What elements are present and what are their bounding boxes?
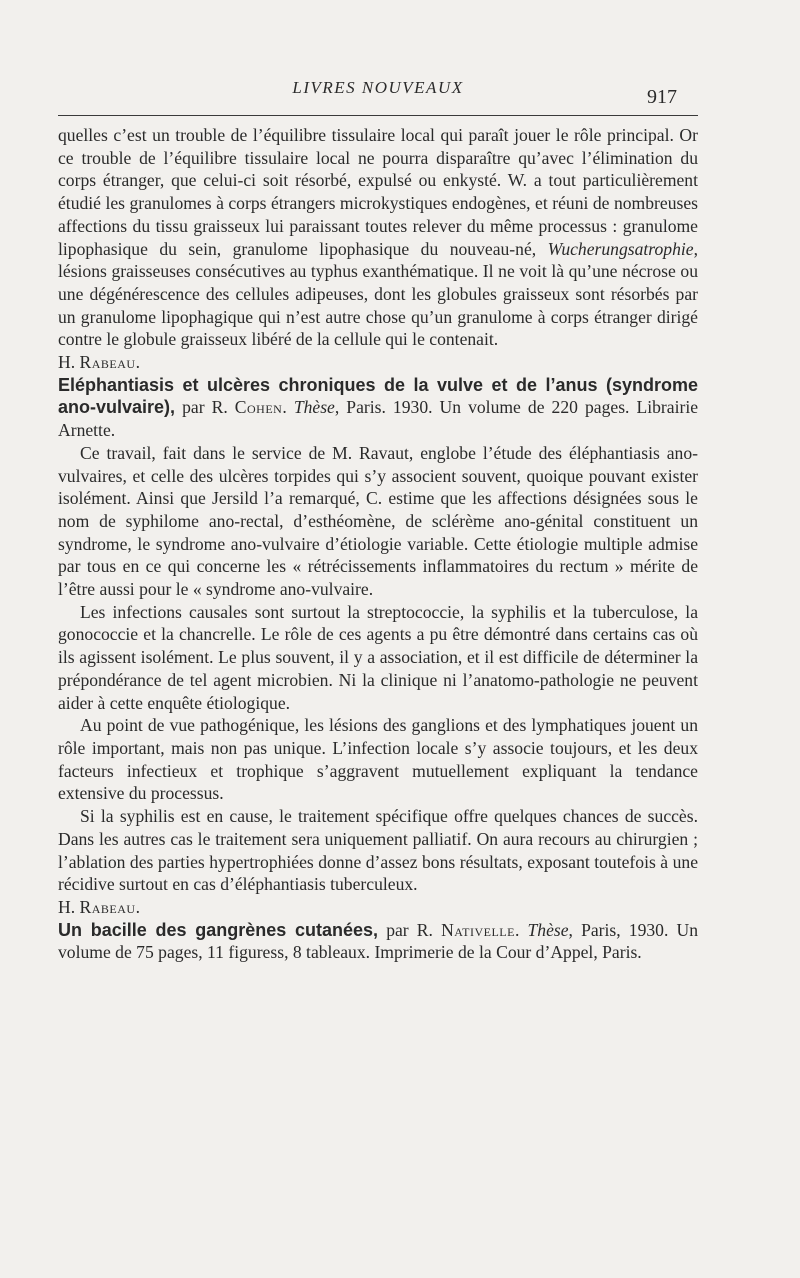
- entry-title: Un bacille des gangrènes cutanées,: [58, 919, 379, 940]
- review-paragraph: Au point de vue pathogénique, les lésions des ganglions et des lymphatiques jouent un rôle important, mais non pas unique. L’infection locale s’y associe toujours, et les deux facteurs infectieux et trophique s’aggravent mutuellement expliquant la tendance extensive du processus.: [58, 715, 698, 804]
- signature: H. Rabeau.: [58, 352, 141, 373]
- italic-term: Wucherungsatrophie: [547, 238, 694, 259]
- page-body: [58, 124, 698, 964]
- review-paragraph: Si la syphilis est en cause, le traitement spécifique offre quelques chances de succès. Dans les autres cas le traitement sera uniquement palliatif. On aura recours au chirurgien ; l’ablation des parties hypertrophiées donne d’assez bons résultats, exposant toutefois à une récidive surtout en cas d’éléphantiasis tuberculeux.: [58, 806, 698, 895]
- review-paragraph: Les infections causales sont surtout la streptococcie, la syphilis et la tuberculose, la gonococcie et la chancrelle. Le rôle de ces agents a pu être démontré dans certains cas où ils agissent isolément. Le plus souvent, il y a association, et il est difficile de déterminer la prépondérance de tel agent microbien. Ni la clinique ni l’anatomo-pathologie ne peuvent aider à cette enquête étiologique.: [58, 601, 698, 713]
- continued-paragraph: quelles c’est un trouble de l’équilibre tissulaire local qui paraît jouer le rôle principal. Or ce trouble de l’équilibre tissulaire local ne pourra disparaître qu’avec l’élimination du corps étranger, que celui-ci soit résorbé, expulsé ou enkysté. W. a tout particulièrement étudié les granulomes à corps étrangers microkystiques endogènes, et réuni de nombreuses affections du tissu graisseux lui paraissant toutes relever du même processus : granulome lipophasique du sein, granulome lipophasique du nouveau-né, Wucherungsatrophie, lésions graisseuses consécutives au typhus exanthématique. Il ne voit là qu’une nécrose ou une dégénérescence des cellules adipeuses, dont les globules graisseux sont résorbés par un granulome lipophagique qui n’est autre chose qu’un granulome à corps étranger dirigé contre le globule graisseux libéré de la cellule qui le contenait.: [58, 125, 698, 350]
- entry-author: Cohen: [234, 397, 283, 418]
- review-entry-heading: Un bacille des gangrènes cutanées, par R. Nativelle. Thèse, Paris, 1930. Un volume de 75 pages, 11 figuress, 8 tableaux. Imprimerie de la Cour d’Appel, Paris.: [58, 919, 699, 963]
- running-head: LIVRES NOUVEAUX: [292, 78, 464, 97]
- entry-title: Eléphantiasis et ulcères chroniques de la vulve et de l’anus (syndrome ano-vulvaire),: [58, 374, 698, 418]
- signature: H. Rabeau.: [58, 896, 141, 917]
- review-entry-heading: Eléphantiasis et ulcères chroniques de la vulve et de l’anus (syndrome ano-vulvaire), par R. Cohen. Thèse, Paris. 1930. Un volume de 220 pages. Librairie Arnette.: [58, 374, 699, 441]
- page-number: 917: [647, 86, 677, 108]
- header-rule: [58, 115, 698, 116]
- entry-author: Nativelle: [441, 919, 515, 940]
- review-paragraph: Ce travail, fait dans le service de M. Ravaut, englobe l’étude des éléphantiasis ano-vulvaires, et celle des ulcères torpides qui s’y associent souvent, quoique pouvant exister isolément. Ainsi que Jersild l’a remarqué, C. estime que les affections désignées sous le nom de syphilome ano-rectal, d’esthéomène, de sclérème ano-génital constituent un syndrome, le syndrome ano-vulvaire d’étiologie variable. Cette étiologie multiple admise par tous en ce qui concerne les « rétrécissements inflammatoires du rectum » mérite de l’être aussi pour le « syndrome ano-vulvaire.: [58, 442, 698, 600]
